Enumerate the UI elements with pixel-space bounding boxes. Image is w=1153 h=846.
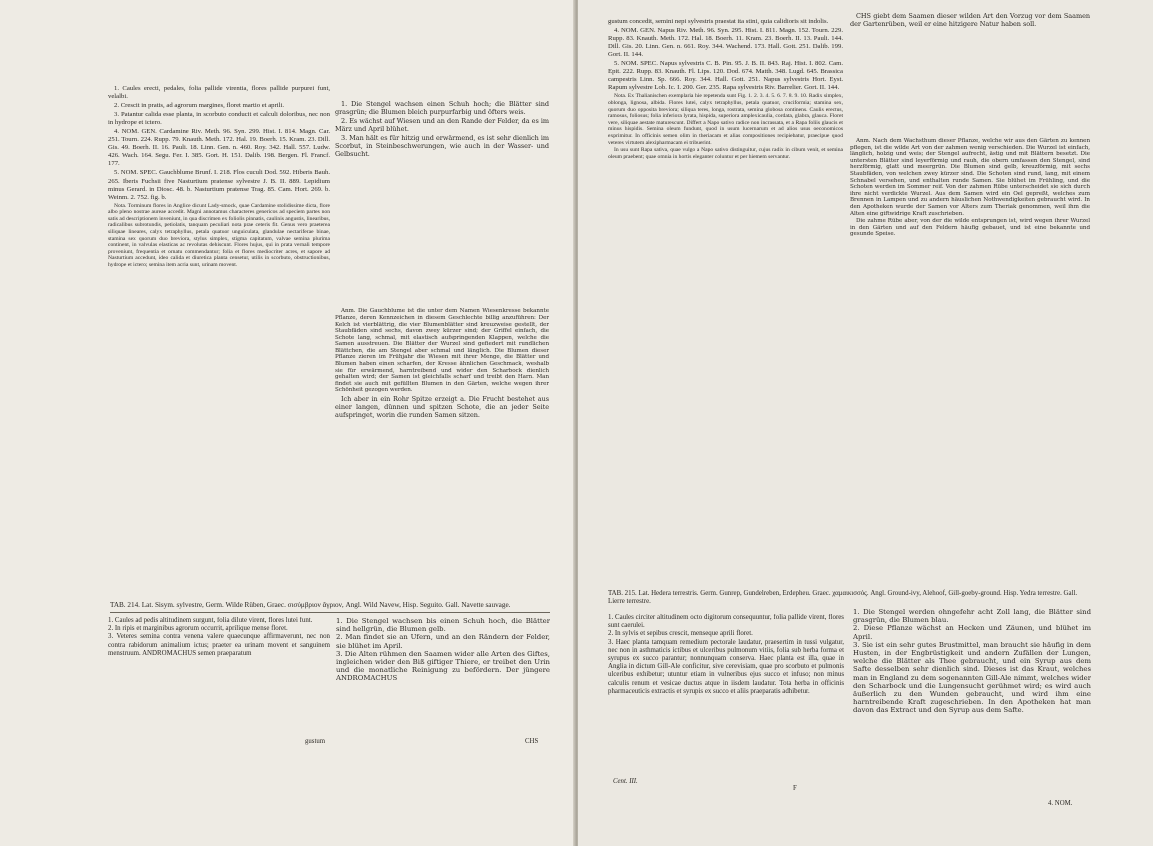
paragraph: 3. Haec planta tamquam remedium pectorale laudatur, praesertim in tussi vulgatur, nec non in asthmaticis ictibus et ulceribus pulmonum vitiis, folia sub herba forma et syrupus ex succo parantur; nonnunquam conserva. Haec planta est illa, quae in Anglia in dictum Gill-Ale conficitur, sive cerevisiam, quae pro scorbuto et pulmonis ulceribus exhibetur; utuntur etiam in vulneribus ejus succo et infuso; non minus calculis renum et vesicae ductus atque in iisdem laudatur. Tota herba in officinis pharmaceuticis extractis et syrupis ex succo et aliis praeparatis adhibetur. [608,638,844,695]
paragraph: 5. NOM. SPEC. Gauchblume Brunf. I. 218. Flos cuculi Dod. 592. Hiberis Bauh. 265. Iberis Fuchsii five Nasturtium pratense sylvestre J. B. II. 889. Lepidium minus Gerard. in Diosc. 48. b. Nasturtium pratense Trag. 85. Cam. Hort. 269. b. Weinm. 2. 752. fig. b. [108,169,330,201]
signature: Cent. III. [613,778,638,785]
paragraph: 3. Man hält es für hitzig und erwärmend, es ist sehr dienlich im Scorbut, in Steinbeschwerungen, wie auch in der Wasser- und Gelbsucht. [335,134,549,159]
paragraph: 1. Caules ad pedis altitudinem surgunt, folia dilute virent, flores lutei funt. [108,617,313,624]
paragraph: 3. Veteres semina contra venena valere quaecunque affirmaverunt, nec non contra rabidorum animalium ictus; praeter ea urinam movent et sanguinem menstruum. ANDROMACHUS semen praeparatum [108,633,330,657]
paragraph: 4. NOM. GEN. Cardamine Riv. Meth. 96. Syn. 299. Hist. I. 814. Magn. Car. 251. Tourn. 224. Rupp. 79. Knauth. Meth. 172. Hal. 19. Boerh. 15. Kram. 23. Dill. Gis. 49. Boerh. II. 16. Pauli. 18. Linn. Gen. n. 460. Roy. 342. Hall. 557. Ludw. 426. Wach. 164. Segu. Fer. I. 385. Gort. H. 151. Dalib. 198. Bergen. Fl. Francf. 177. [108,128,330,168]
german-column-bottom [336,617,550,737]
plate-heading-text: TAB. 215. Lat. Hedera terrestris. Germ. Gunrep, Gundelreben, Erdepheu. Graec. χαμαικισσός. Angl. Ground-ivy, Alehoof, Gill-goeby-ground. Hisp. Yedra terrestre. Gall. Lierre terrestre. [608,590,1078,606]
latin-column-bottom [108,617,330,737]
german-column-top [335,100,549,555]
paragraph: 1. Caules circiter altitudinem octo digitorum consequuntur, folia pallide virent, flores sunt caerulei. [608,614,844,630]
anm-paragraph: Die zahme Rübe aber, von der die wilde entsprungen ist, wird wegen ihrer Wurzel in den Gärten und auf den Feldern häufig gebauet, und ist eine bekannte und gesunde Speise. [850,218,1090,238]
right-page [578,0,1153,846]
latin-column-bottom [608,614,844,774]
paragraph: 2. Diese Pflanze wächst an Hecken und Zäunen, und blühet im April. [853,624,1091,641]
paragraph: 1. Die Stengel wachsen einen Schuh hoch; die Blätter sind grasgrün; die Blumen bleich purpurfarbig und öfters weis. [335,100,549,117]
paragraph: CHS giebt dem Saamen dieser wilden Art den Vorzug vor dem Saamen der Gartenrüben, weil er eine hitzigere Natur haben soll. [850,12,1090,29]
paragraph: 4. NOM. GEN. Napus Riv. Meth. 96. Syn. 295. Hist. I. 811. Magn. 152. Tourn. 229. Rupp. 83. Knauth. Meth. 172. Hal. 18. Boerh. 11. Kram. 23. Boerh. II. 13. Pauli. 144. Dill. Gis. 20. Linn. Gen. n. 661. Roy. 344. Wachend. 173. Hall. Gott. 251. Dalib. 199. Gort. II. 144. [608,27,843,59]
divider [110,612,550,613]
catchword-german: CHS [525,738,539,745]
paragraph: 3. Die Alten rühmen den Saamen wider alle Arten des Giftes, ingleichen wider den Biß giftiger Thiere, er treibet den Urin und die monatliche Reinigung zu befördern. Der jüngere ANDROMACHUS [336,649,550,683]
plate-heading [608,590,1088,606]
nota-paragraph: Nota. Ex Thalianischen exemplaria hie repetenda sunt Fig. 1. 2. 3. 4. 5. 6. 7. 8. 9. 10. Radix simplex, oblonga, lignosa, albida. Flores lutei, calyx tetraphyllus, petala quatuor, cruciformia; stamina sex, quorum duo opposita breviora; siliqua teres, longa, rostrata, semina globosa continens. Caulis erectus, ramosus, foliosus; folia inferiora lyrata, hispida, superiora amplexicaulia, cordata, glabra, glauca. Floret vere, siliquae aestate maturescunt. Differt a Napo sativo radice non incrassata, et a Rapa foliis glaucis et minus hispidis. Semina oleum fundunt, quod in usum lucernarum et ad alios usus oeconomicos exprimitur. In officinis semen olim in theriacam et alias compositiones recipiebatur, praecipue quod veteres virtutem alexipharmacam ei tribuerint. [608,93,843,146]
paragraph: 5. NOM. SPEC. Napus sylvestris C. B. Pin. 95. J. B. II. 843. Raj. Hist. I. 802. Cam. Epit. 222. Rupp. 83. Knauth. Fl. Lips. 120. Dod. 674. Matth. 348. Lugd. 645. Brassica campestris Linn. Sp. 666. Roy. 344. Hall. Gott. 251. Napus sylvestris Hort. Eyst. Rapum sylvestre Lob. Ic. I. 200. Ger. 235. Rapa sylvestris Riv. Barrelier. Gort. II. 144. [608,60,843,92]
paragraph: 3. Sie ist ein sehr gutes Brustmittel, man braucht sie häufig in dem Husten, in der Engbrüstigkeit und andern Zufällen der Lungen, welche die Blätter als Thee gebraucht, und ein Syrup aus dem Safte desselben sehr dienlich sind. Dieses ist das Kraut, welches man in England zu dem sogenannten Gill-Ale nimmt, welches wider den Scharbock und die Lungensucht gerühmet wird; es wird auch äußerlich zu den Wunden gebraucht, und wird ihm eine harntreibende Kraft zugeschrieben. In den Apotheken hat man davon das Extract und den Syrup aus dem Safte. [853,640,1091,715]
nota-paragraph: Nota. Torminum flores in Anglice dicunt Lady-smock, quae Cardamine stolidissime dicta, flore albo pleno nostrae aureae accedit. Magni annotamus characteres genericos ad speciem partes non satis ad descriptionem inveniunt, in qua discrimen ex foliolis pinnatis, caulinis angustis, linearibus, radicalibus subrotundis, petiolatis, tanquam peculiari nota prae ceteris fit. Genus vero praeterea siliquae lineares, calyx tetraphyllus, petala quatuor unguiculata, glandulae nectariferae binae, stamina sex quorum duo breviora, stylus simplex, stigma capitatum, valvae semina plurima continent, in valvulas elasticas ac revolutas dehiscunt. Flores hujus, qui in prata vernali tempore proveniunt, frequentia et ornatu commendantur; folia et flores mediocriter acres, et sapore ad Nasturtium accedunt, ideo calida et diuretica planta censetur, utilis in scorbuto, obstructionibus, hydrope et ictero; semina item acria sunt, urinam movent. [108,202,330,268]
signature-mark: F [793,785,797,792]
paragraph: 3. Patantur calida esse planta, in scorbuto conducit et calculi doloribus, nec non in hydrope et ictero. [108,111,330,127]
catchword: 4. NOM. [1048,800,1073,807]
paragraph: 1. Die Stengel werden ohngefehr acht Zoll lang, die Blätter sind grasgrün, die Blumen blau. [853,608,1091,625]
paragraph: Ich aber in ein Rohr Spitze erzeigt a. Die Frucht bestehet aus einer langen, dünnen und spitzen Schote, die an jeder Seite aufspringet, worin die runden Samen sitzen. [335,395,549,420]
paragraph: 2. In ripis et marginibus agrorum occurrit, aprilique mense floret. [108,625,288,633]
anm-paragraph: Anm. Die Gauchblume ist die unter dem Namen Wiesenkresse bekannte Pflanze, deren Kennzeichen in diesem Geschlechte billig anzuführen: Der Kelch ist vierblättrig, die vier Blumenblätter sind kreuzweise gestellt, der Staubfäden sind sechs, davon zwey kürzer sind; der Griffel einfach, die Schote lang, schmal, mit elastisch aufspringenden Klappen, welche die Samen ausstreuen. Die Blätter der Wurzel sind gefiedert mit rundlichen Blättchen, die am Stengel aber schmal und länglich. Die Blumen dieser Pflanze zieren im Frühjahr die Wiesen mit ihrer Menge, die Blätter und Blumen haben einen scharfen, der Kresse ähnlichen Geschmack, weshalb sie für erwärmend, harntreibend und wider den Scharbock dienlich gehalten wird; der Samen ist gleichfalls scharf und treibt den Harn. Man findet sie auch mit gefüllten Blumen in den Gärten, welche wegen ihrer Schönheit gezogen werden. [335,308,549,394]
plate-heading: TAB. 214. Lat. Sisym. sylvestre, Germ. Wilde Rüben, Graec. σισύμβριον ἄγριον, Angl. Wild Navew, Hisp. Seguito. Gall. Navette sauvage. [110,601,511,609]
latin-column-top [108,85,330,495]
paragraph: 2. Es wächst auf Wiesen und an den Rande der Felder, da es im März und April blühet. [335,117,549,134]
german-column-bottom [853,608,1091,783]
paragraph: 1. Caules erecti, pedales, folia pallide virentia, flores pallide purpurei funt, velalbi. [108,85,330,101]
nota-paragraph: In usu sunt Rapa sativa, quae vulgo a Napo sativo distinguitur, cujus radix in cibum venit, et semina oleum praebent; quae omnia in hortis eleganter coluntur et per hiemem servantur. [608,147,843,160]
latin-column-top [608,18,843,588]
catchword-latin: gustum [305,738,326,745]
paragraph: 2. Man findet sie an Ufern, und an den Rändern der Felder, sie blühet im April. [336,633,550,650]
paragraph: gustum concedit, semini nepi sylvestris praestat ita stini, quia calidioris sit indolis. [608,18,829,25]
paragraph: 2. In sylvis et sepibus crescit, menseque aprili floret. [608,630,753,638]
paragraph: 2. Crescit in pratis, ad agrorum margines, floret martio et aprili. [114,102,284,110]
german-column-top [850,12,1090,587]
anm-paragraph: Anm. Nach dem Wachsthum dieser Pflanze, welche wir aus den Gärten zu kennen pflegen, ist die wilde Art von der zahmen wenig verschieden. Die Wurzel ist einfach, länglich, holzig und weis; der Stengel aufrecht, ästig und mit Blättern besetzt. Die untersten Blätter sind leyerförmig und rauh, die obern umfassen den Stengel, sind herzförmig, glatt und meergrün. Die Blumen sind gelb, kreuzförmig, mit sechs Staubfäden, von welchen zwey kürzer sind. Die Schoten sind rund, lang, mit einem Schnabel versehen, und enthalten runde Samen. Sie blühet im Frühling, und die Schoten werden im Sommer reif. Von der zahmen Rübe unterscheidet sie sich durch ihre nicht verdickte Wurzel. Aus dem Samen wird ein Oel gepreßt, welches zum Brennen in Lampen und zu andern häuslichen Nothwendigkeiten gebraucht wird. In den Apotheken wurde der Samen vor Alters zum Theriak genommen, weil ihm die Alten eine giftwidrige Kraft zuschrieben. [850,138,1090,217]
paragraph: 1. Die Stengel wachsen bis einen Schuh hoch, die Blätter sind hellgrün, die Blumen gelb. [336,617,550,634]
left-page [0,0,575,846]
